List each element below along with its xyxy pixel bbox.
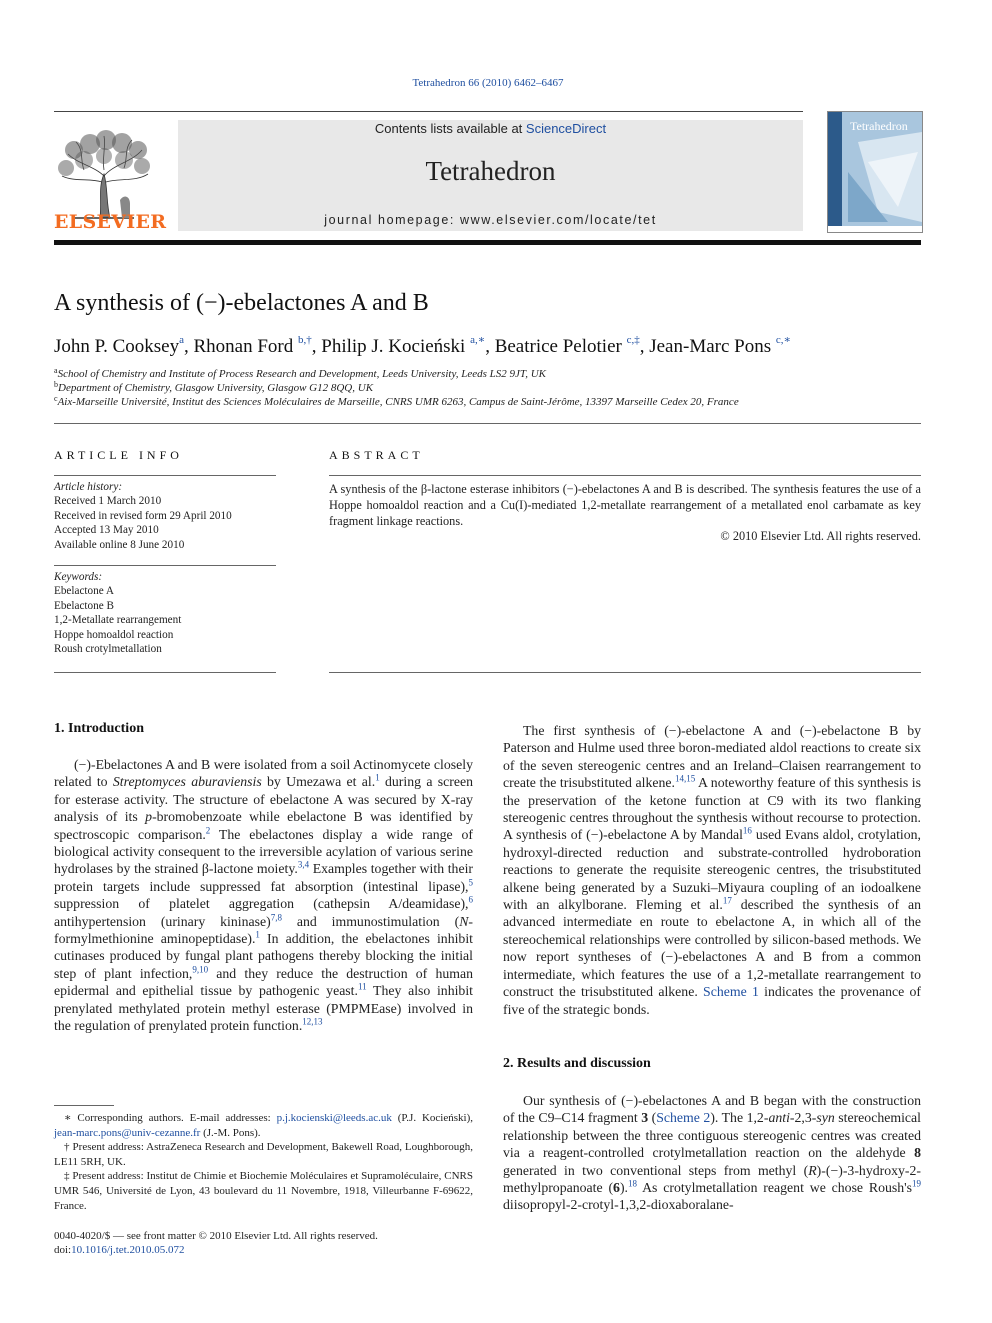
- author: Beatrice Pelotier: [494, 336, 622, 357]
- divider: [329, 475, 921, 476]
- author-affiliation-mark[interactable]: a,∗: [470, 334, 486, 346]
- footnote-double-dagger: ‡ Present address: Institut de Chimie et Biochemie Moléculaires et Supramoléculaire, CNRS UMR 546, Université de Lyon, 43 boulevard du 11 Novembre, 1918, Villeurbanne F-69622, France.: [54, 1170, 473, 1212]
- article-history: [54, 480, 276, 552]
- affiliation-text: Aix-Marseille Université, Institut des Sciences Moléculaires de Marseille, CNRS UMR 6263, Campus de Saint-Jérôme, 13397 Marseille Cedex 20, France: [57, 396, 739, 408]
- citation-ref[interactable]: 9,10: [192, 964, 209, 975]
- issn-line: 0040-4020/$ — see front matter © 2010 Elsevier Ltd. All rights reserved.: [54, 1230, 378, 1242]
- author: Jean-Marc Pons: [649, 336, 772, 357]
- header-thick-rule: [54, 240, 921, 245]
- abstract-text: A synthesis of the β-lactone esterase inhibitors (−)-ebelactones A and B is described. The synthesis features the use of a Hoppe homoaldol reaction and a Cu(I)-mediated 1,2-metallate rearrangement of a metallated enol carbamate as key fragment linkage reactions.: [329, 482, 921, 528]
- introduction-text: (−)-Ebelactones A and B were isolated from a soil Actinomycete closely related to Streptomyces aburaviensis by Umezawa et al.$^1$ during a screen for esterase activity. The structure of ebelactone A was secured by X-ray analysis of its p-bromobenzoate while ebelactone B was identified by spectroscopic comparison.$^2$ The ebelactones display a wide range of biological activity consequent to the irreversible acylation of various serine hydrolases by the strained β-lactone moiety.$^{3,4}$ Examples together with their protein targets include suppressed fat absorption (intestinal lipase),$^5$ suppression of platelet aggregation (cathepsin A/deamidase),$^6$ antihypertension (urinary kininase)$^{7,8}$ and immunostimulation (N-formylmethionine aminopeptidase).$^1$ In addition, the ebelactones inhibit cutinases produced by fungal plant pathogens thereby blocking the initial step of plant infection,$^{9,10}$ and they reduce the destruction of human epidermal and epithelial tissue by pathogenic yeast.$^{11}$ They also inhibit prenylated methylated protein methyl esterase (PMPMEase) involved in the regulation of prenylated protein function.$^{12,13}$: [54, 757, 474, 1034]
- history-item: Available online 8 June 2010: [54, 538, 185, 551]
- divider: [54, 475, 276, 476]
- author-affiliation-mark[interactable]: c,‡: [626, 334, 640, 346]
- history-label: Article history:: [54, 481, 123, 493]
- author-affiliation-mark[interactable]: b,†: [298, 334, 312, 346]
- citation-ref[interactable]: 11: [357, 981, 367, 992]
- author: John P. Cooksey: [54, 336, 180, 357]
- email-link[interactable]: p.j.kocienski@leeds.ac.uk: [276, 1112, 392, 1124]
- affiliation-text: School of Chemistry and Institute of Process Research and Development, Leeds University, Leeds LS2 9JT, UK: [57, 368, 546, 380]
- citation-ref[interactable]: 7,8: [270, 912, 282, 923]
- doi-line: [54, 1244, 184, 1256]
- sciencedirect-link[interactable]: ScienceDirect: [525, 121, 607, 136]
- affiliation-mark: b: [54, 380, 58, 389]
- citation-ref[interactable]: 1: [255, 929, 260, 940]
- author: Rhonan Ford: [193, 336, 294, 357]
- keywords-label: Keywords:: [54, 571, 103, 583]
- citation-ref[interactable]: 3,4: [297, 859, 310, 870]
- citation-ref[interactable]: 14,15: [674, 773, 696, 784]
- affiliation-c: [54, 394, 739, 408]
- journal-name: Tetrahedron: [425, 156, 556, 186]
- keywords: [54, 570, 276, 656]
- history-item: Received 1 March 2010: [54, 495, 162, 508]
- article-info-heading: ARTICLE INFO: [54, 448, 183, 462]
- keyword: Hoppe homoaldol reaction: [54, 628, 174, 641]
- keyword: Ebelactone A: [54, 585, 114, 598]
- citation-ref[interactable]: 5: [468, 877, 473, 888]
- footnote-dagger: † Present address: AstraZeneca Research and Development, Bakewell Road, Loughborough, LE11 5RH, UK.: [54, 1141, 473, 1168]
- keyword: 1,2-Metallate rearrangement: [54, 614, 182, 627]
- affiliation-mark: a: [54, 366, 58, 375]
- citation-ref[interactable]: 6: [468, 894, 473, 905]
- article-title: A synthesis of (−)-ebelactones A and B: [54, 290, 429, 316]
- right-column-text: The first synthesis of (−)-ebelactone A and (−)-ebelactone B by Paterson and Hulme used three boron-mediated aldol reactions to create six of the seven stereogenic centres and an Ireland–Claisen rearrangement to create the trisubstituted alkene.$^{14,15}$ A noteworthy feature of this synthesis is the preservation of the ketone function at C9 with its two flanking stereogenic centres throughout the synthesis without recourse to protection. A synthesis of (−)-ebelactone A by Mandal$^{16}$ used Evans aldol, crotylation, hydroxyl-directed reduction and substrate-controlled hydroboration reactions to generate the requisite stereogenic centres, the trisubstituted alkene being generated by a Suzuki–Miyaura coupling of an iodoalkene with an alkylborane. Fleming et al.$^{17}$ described the synthesis of an advanced intermediate en route to ebelactone A, in which all of the stereochemical relationships were controlled by silicon-based methods. We now report syntheses of (−)-ebelactones A and B from a common intermediate, which features the use of a 1,2-metallate rearrangement to construct the trisubstituted alkene. Scheme 1 indicates the provenance of five of the strategic bonds.: [503, 723, 921, 1017]
- journal-citation[interactable]: Tetrahedron 66 (2010) 6462–6467: [412, 77, 564, 89]
- affiliation-a: [54, 366, 546, 380]
- affiliation-mark: c: [54, 394, 58, 403]
- author-affiliation-mark[interactable]: c,∗: [775, 334, 791, 346]
- scheme-link[interactable]: Scheme 2: [656, 1110, 711, 1126]
- section-heading-results: 2. Results and discussion: [503, 1056, 651, 1071]
- footnote-rule: [54, 1105, 114, 1106]
- citation-ref[interactable]: 1: [375, 772, 380, 783]
- history-item: Received in revised form 29 April 2010: [54, 509, 232, 522]
- affiliation-b: [54, 380, 373, 394]
- citation-ref[interactable]: 18: [628, 1178, 637, 1189]
- doi-link[interactable]: 10.1016/j.tet.2010.05.072: [71, 1244, 185, 1256]
- author-affiliation-mark[interactable]: a: [179, 334, 184, 346]
- affiliation-text: Department of Chemistry, Glasgow University, Glasgow G12 8QQ, UK: [58, 382, 374, 394]
- journal-homepage[interactable]: journal homepage: www.elsevier.com/locate/tet: [324, 213, 657, 227]
- section-heading-introduction: 1. Introduction: [54, 721, 144, 736]
- divider: [54, 423, 921, 424]
- keyword: Roush crotylmetallation: [54, 643, 162, 656]
- citation-ref[interactable]: 12,13: [302, 1016, 323, 1027]
- citation-ref[interactable]: 19: [912, 1178, 922, 1189]
- cover-title: Tetrahedron: [850, 119, 908, 133]
- citation-ref[interactable]: 2: [205, 825, 211, 836]
- journal-header-box: [178, 120, 803, 231]
- footnotes: [54, 1111, 473, 1213]
- divider: [329, 672, 921, 673]
- citation-ref[interactable]: 16: [742, 825, 752, 836]
- results-text: Our synthesis of (−)-ebelactones A and B began with the construction of the C9–C14 fragment 3 (Scheme 2). The 1,2-anti-2,3-syn stereochemical relationship between the three contiguous stereogenic centres was created via a reagent-controlled crotylmetallation reaction on the aldehyde 8 generated in two conventional steps from methyl (R)-(−)-3-hydroxy-2-methylpropanoate (6).$^{18}$ As crotylmetallation reagent we chose Roush's$^{19}$ diisopropyl-2-crotyl-1,3,2-dioxaboralane-: [503, 1093, 922, 1213]
- abstract-heading: ABSTRACT: [329, 448, 424, 462]
- contents-line: [178, 121, 803, 136]
- doi-prefix: doi:: [54, 1244, 72, 1256]
- journal-cover: [827, 111, 923, 233]
- history-item: Accepted 13 May 2010: [54, 524, 159, 537]
- divider: [54, 565, 276, 566]
- scheme-link[interactable]: Scheme 1: [703, 984, 759, 1000]
- author-list: John P. Cooksey$^a$, Rhonan Ford $^{b,\dagger}$, Philip J. Kocieński $^{a,∗}$, Beatrice Pelotier $^{c,\ddagger}$, Jean-Marc Pons $^{c,∗}$: [54, 334, 791, 357]
- email-link[interactable]: jean-marc.pons@univ-cezanne.fr: [54, 1126, 201, 1139]
- contents-prefix: Contents lists available at: [374, 121, 526, 136]
- citation-ref[interactable]: 17: [722, 895, 732, 906]
- publisher-name: ELSEVIER: [54, 211, 167, 233]
- author: Philip J. Kocieński: [321, 336, 466, 357]
- copyright: © 2010 Elsevier Ltd. All rights reserved.: [720, 529, 921, 543]
- keyword: Ebelactone B: [54, 599, 114, 612]
- divider: [54, 672, 276, 673]
- footnote-corresponding: ∗ Corresponding authors. E-mail addresses: p.j.kocienski@leeds.ac.uk (P.J. Kocieński), jean-marc.pons@univ-cezanne.fr (J.-M. Pons).: [54, 1112, 473, 1139]
- header-rule: [54, 111, 803, 112]
